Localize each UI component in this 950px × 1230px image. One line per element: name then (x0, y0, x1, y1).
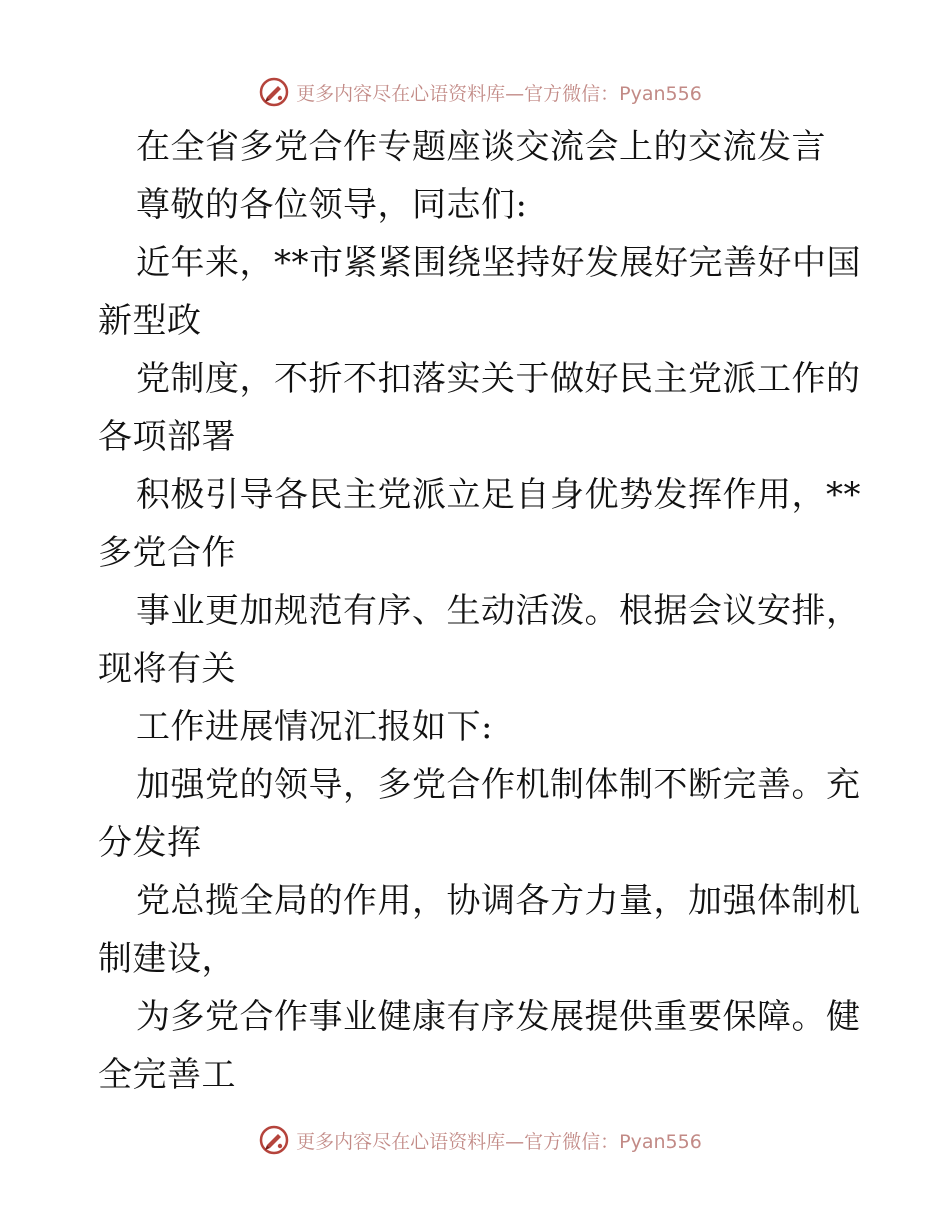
footer-watermark (0, 1120, 950, 1160)
pen-logo-icon (258, 76, 290, 108)
document-line: 近年来，**市紧紧围绕坚持好发展好完善好中国 (136, 243, 861, 283)
watermark-group (258, 76, 702, 108)
document-line: 在全省多党合作专题座谈交流会上的交流发言 (136, 127, 826, 167)
pen-logo-icon (258, 1124, 290, 1156)
document-line: 新型政 (98, 301, 202, 341)
document-line: 党制度，不折不扣落实关于做好民主党派工作的 (136, 359, 861, 399)
document-line: 多党合作 (98, 533, 236, 573)
document-line: 尊敬的各位领导，同志们: (136, 185, 528, 225)
watermark-text: 更多内容尽在心语资料库—官方微信：Pyan556 (296, 82, 702, 105)
document-line: 为多党合作事业健康有序发展提供重要保障。健 (136, 997, 861, 1037)
document-line: 现将有关 (98, 649, 236, 689)
document-body (98, 118, 861, 1104)
header-watermark (0, 72, 950, 112)
document-line: 全完善工 (98, 1055, 236, 1095)
document-line: 事业更加规范有序、生动活泼。根据会议安排， (136, 591, 861, 631)
document-line: 工作进展情况汇报如下: (136, 707, 493, 747)
document-line: 加强党的领导，多党合作机制体制不断完善。充 (136, 765, 861, 805)
document-line: 分发挥 (98, 823, 202, 863)
document-line: 党总揽全局的作用，协调各方力量，加强体制机 (136, 881, 861, 921)
document-line: 积极引导各民主党派立足自身优势发挥作用，** (136, 475, 861, 515)
watermark-text: 更多内容尽在心语资料库—官方微信：Pyan556 (296, 1130, 702, 1153)
watermark-group (258, 1124, 702, 1156)
document-line: 制建设， (98, 939, 236, 979)
document-line: 各项部署 (98, 417, 236, 457)
